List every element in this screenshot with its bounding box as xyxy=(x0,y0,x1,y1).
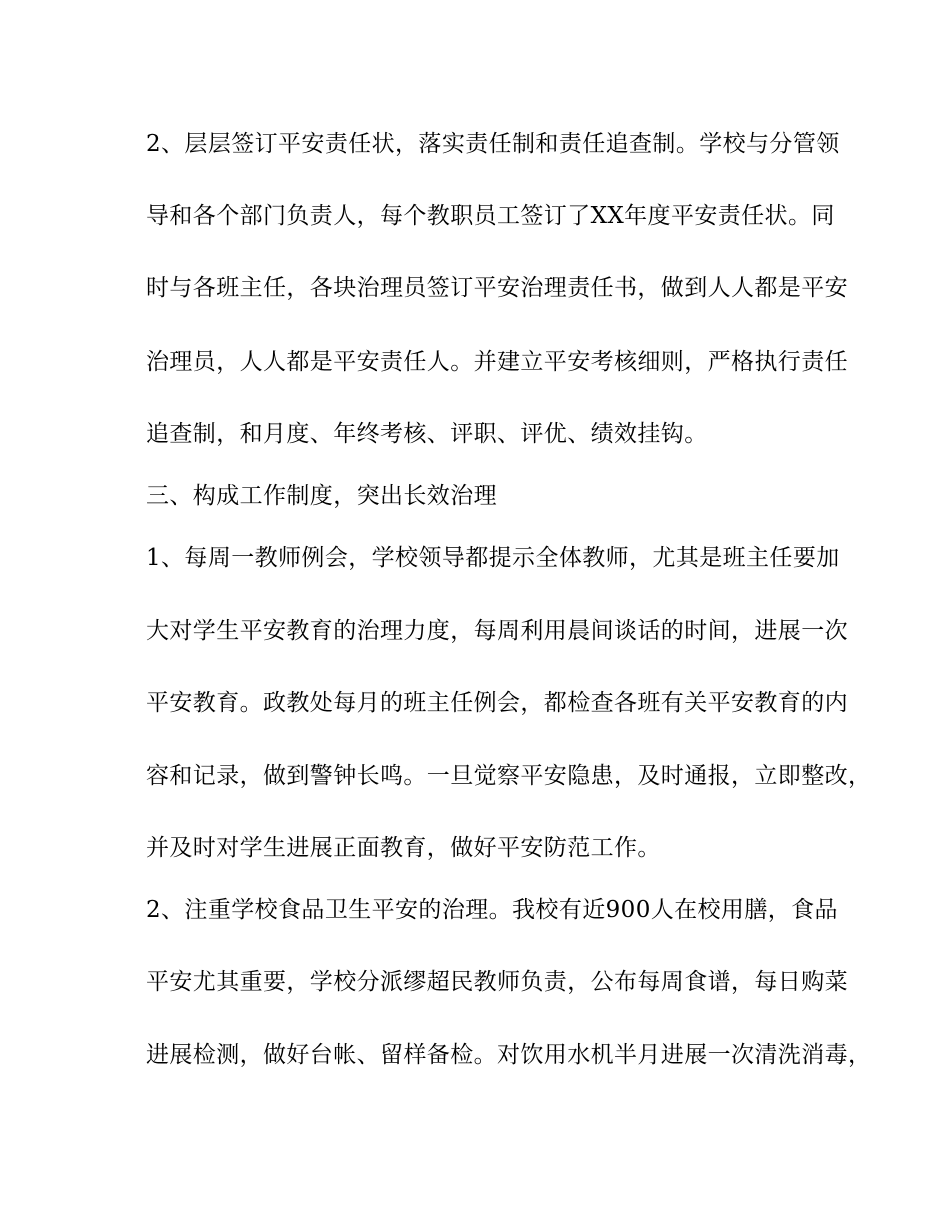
text-line: 追查制，和月度、年终考核、评职、评优、绩效挂钩。 xyxy=(146,421,708,447)
text-line: 容和记录，做到警钟长鸣。一旦觉察平安隐患，及时通报，立即整改， xyxy=(146,763,872,789)
text-line: 2、注重学校食品卫生平安的治理。我校有近900人在校用膳，食品 xyxy=(146,897,838,923)
text-line: 2、层层签订平安责任状，落实责任制和责任追查制。学校与分管领 xyxy=(146,131,840,157)
section-heading: 三、构成工作制度，突出长效治理 xyxy=(146,483,497,509)
text-line: 进展检测，做好台帐、留样备检。对饮用水机半月进展一次清洗消毒， xyxy=(146,1042,872,1068)
text-line: 大对学生平安教育的治理力度，每周利用晨间谈话的时间，进展一次 xyxy=(146,618,848,644)
text-line: 时与各班主任，各块治理员签订平安治理责任书，做到人人都是平安 xyxy=(146,275,848,301)
text-line: 治理员，人人都是平安责任人。并建立平安考核细则，严格执行责任 xyxy=(146,349,848,375)
text-line: 1、每周一教师例会，学校领导都提示全体教师，尤其是班主任要加 xyxy=(146,545,840,571)
text-line: 平安尤其重要，学校分派缪超民教师负责，公布每周食谱，每日购菜 xyxy=(146,969,848,995)
text-line: 导和各个部门负责人，每个教职员工签订了XX年度平安责任状。同 xyxy=(146,203,835,229)
text-line: 并及时对学生进展正面教育，做好平安防范工作。 xyxy=(146,835,661,861)
text-line: 平安教育。政教处每月的班主任例会，都检查各班有关平安教育的内 xyxy=(146,690,848,716)
